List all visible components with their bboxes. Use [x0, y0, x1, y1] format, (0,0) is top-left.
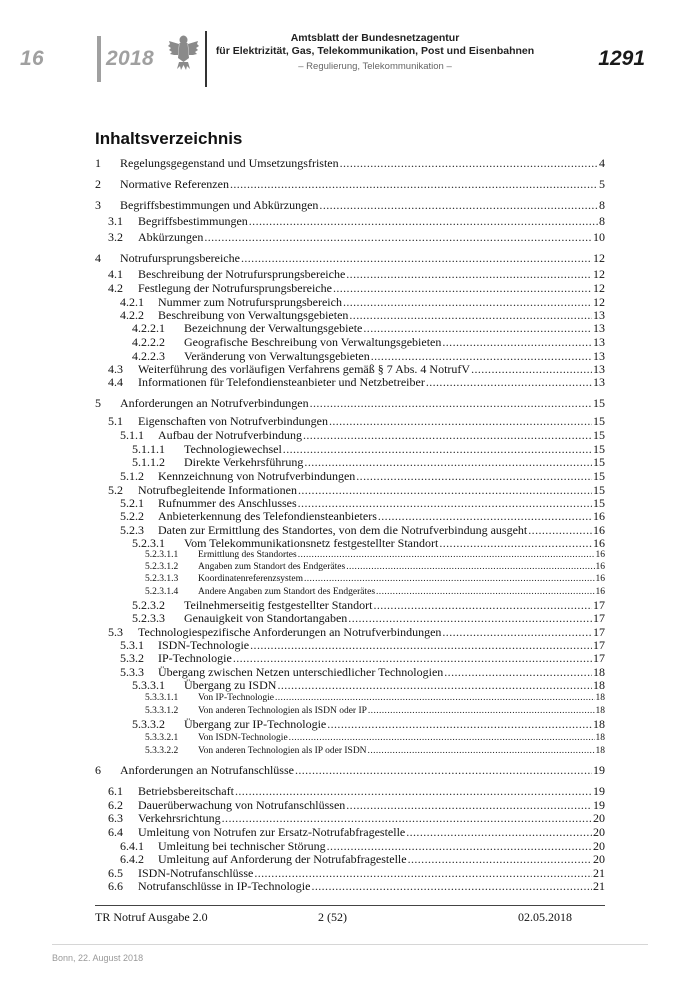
- toc-leader-dots: [373, 599, 592, 612]
- toc-entry-page: 15: [593, 496, 605, 510]
- toc-entry-number: 6.6: [108, 879, 123, 893]
- toc-entry-number: 5.2.3.1.1: [145, 550, 179, 560]
- toc-entry-page: 15: [593, 483, 605, 497]
- toc-leader-dots: [471, 363, 592, 376]
- toc-entry: [132, 322, 605, 335]
- toc-entry-page: 5: [599, 177, 605, 191]
- toc-entry-title: Genauigkeit von Standortangaben: [184, 611, 348, 625]
- toc-entry-number: 5.2.3.2: [132, 598, 165, 612]
- toc-entry-number: 5.2.3.1: [132, 536, 165, 550]
- toc-entry-page: 20: [593, 825, 605, 839]
- toc-entry-title: ISDN-Technologie: [158, 638, 250, 652]
- toc-entry: [108, 282, 605, 295]
- toc-entry-number: 5.1.1.1: [132, 442, 165, 456]
- toc-entry-number: 5.2.3.1.3: [145, 574, 179, 584]
- toc-entry-title: Geografische Beschreibung von Verwaltungsgebieten: [184, 335, 442, 349]
- toc-entry-title: Betriebsbereitschaft: [138, 784, 234, 798]
- toc-entry-page: 10: [593, 230, 605, 244]
- toc-entry-title: Koordinatenreferenzsystem: [198, 574, 303, 584]
- toc-entry-title: Daten zur Ermittlung des Standortes, von dem die Notrufverbindung ausgeht: [158, 523, 528, 537]
- toc-leader-dots: [346, 268, 592, 281]
- toc-entry-title: Ermittlung des Standortes: [198, 550, 297, 560]
- toc-entry-page: 12: [593, 295, 605, 309]
- toc-entry-number: 5.2.1: [120, 496, 144, 510]
- toc-leader-dots: [348, 612, 592, 625]
- toc-entry: [108, 376, 605, 389]
- toc-leader-dots: [222, 812, 592, 825]
- toc-entry-page: 19: [593, 798, 605, 812]
- toc-entry-number: 5.3.3.1: [132, 678, 165, 692]
- toc-entry-title: Nummer zum Notrufursprungsbereich: [158, 295, 342, 309]
- toc-entry-title: Bezeichnung der Verwaltungsgebiete: [184, 321, 363, 335]
- toc-entry-title: Beschreibung von Verwaltungsgebieten: [158, 308, 349, 322]
- toc-entry-number: 5.3.3.1.1: [145, 693, 179, 703]
- toc-entry: [120, 470, 605, 483]
- toc-entry-page: 17: [593, 651, 605, 665]
- toc-leader-dots: [319, 199, 598, 212]
- toc-leader-dots: [528, 524, 592, 537]
- toc-entry: [95, 252, 605, 265]
- toc-entry-title: Eigenschaften von Notrufverbindungen: [138, 414, 328, 428]
- toc-leader-dots: [333, 282, 592, 295]
- toc-entry-number: 6.4.2: [120, 852, 144, 866]
- footer-document-name: TR Notruf Ausgabe 2.0: [95, 910, 208, 924]
- toc-entry-title: Übergang zwischen Netzen unterschiedlicher Technologien: [158, 665, 444, 679]
- toc-entry-number: 5.2.3.1.4: [145, 587, 179, 597]
- toc-entry-number: 1: [95, 156, 101, 170]
- toc-entry-title: Technologiewechsel: [184, 442, 282, 456]
- toc-leader-dots: [277, 679, 592, 692]
- toc-entry-number: 5.1.1: [120, 428, 144, 442]
- toc-entry-title: Rufnummer des Anschlusses: [158, 496, 297, 510]
- toc-entry-page: 8: [599, 198, 605, 212]
- toc-entry-page: 12: [593, 251, 605, 265]
- toc-entry-page: 12: [593, 267, 605, 281]
- toc-entry-page: 16: [595, 550, 605, 560]
- toc-entry-number: 5.2.3.1.2: [145, 562, 179, 572]
- toc-leader-dots: [346, 799, 592, 812]
- toc-entry-number: 6.4.1: [120, 839, 144, 853]
- toc-entry-title: Anforderungen an Notrufverbindungen: [120, 396, 309, 410]
- toc-entry-title: Von anderen Technologien als IP oder ISDN: [198, 746, 367, 756]
- toc-entry-page: 13: [593, 349, 605, 363]
- issue-year: 2018: [106, 47, 154, 70]
- toc-entry-title: Begriffsbestimmungen: [138, 214, 248, 228]
- toc-entry: [132, 679, 605, 692]
- toc-entry-page: 15: [593, 414, 605, 428]
- toc-entry-title: Vom Telekommunikationsnetz festgestellter Standort: [184, 536, 439, 550]
- footer-page-count: 2 (52): [318, 910, 347, 924]
- toc-entry-number: 4.1: [108, 267, 123, 281]
- toc-entry-number: 4.2.1: [120, 295, 144, 309]
- toc-entry-page: 16: [595, 587, 605, 597]
- toc-entry-page: 17: [593, 611, 605, 625]
- toc-entry-number: 5.3.3.2: [132, 717, 165, 731]
- toc-entry: [145, 573, 605, 586]
- toc-entry-title: Begriffsbestimmungen und Abkürzungen: [120, 198, 319, 212]
- toc-entry-number: 3.2: [108, 230, 123, 244]
- toc-entry-number: 5.3: [108, 625, 123, 639]
- toc-leader-dots: [233, 652, 592, 665]
- toc-entry: [95, 764, 605, 777]
- toc-entry: [95, 397, 605, 410]
- toc-entry-number: 3.1: [108, 214, 123, 228]
- header-divider: [97, 36, 101, 82]
- toc-entry: [145, 732, 605, 745]
- toc-leader-dots: [250, 639, 592, 652]
- toc-entry: [95, 157, 605, 170]
- toc-entry-title: Von ISDN-Technologie: [198, 733, 288, 743]
- toc-entry-page: 8: [599, 214, 605, 228]
- toc-leader-dots: [343, 296, 592, 309]
- toc-leader-dots: [340, 157, 598, 170]
- toc-entry-page: 16: [593, 536, 605, 550]
- toc-leader-dots: [368, 745, 595, 758]
- toc-entry-page: 18: [593, 665, 605, 679]
- toc-entry-number: 6.1: [108, 784, 123, 798]
- toc-entry-title: Notrufbegleitende Informationen: [138, 483, 297, 497]
- federal-eagle-icon: [167, 31, 200, 73]
- toc-entry-number: 4.2.2: [120, 308, 144, 322]
- toc-entry-title: Dauerüberwachung von Notrufanschlüssen: [138, 798, 346, 812]
- toc-entry-page: 16: [593, 509, 605, 523]
- toc-entry-number: 4.3: [108, 362, 123, 376]
- toc-entry-page: 21: [593, 866, 605, 880]
- toc-entry-number: 6: [95, 763, 101, 777]
- toc-leader-dots: [349, 309, 592, 322]
- toc-entry-number: 5.2: [108, 483, 123, 497]
- toc-entry: [120, 429, 605, 442]
- toc-leader-dots: [311, 880, 592, 893]
- toc-entry-page: 13: [593, 321, 605, 335]
- toc-leader-dots: [295, 764, 592, 777]
- toc-entry-number: 5.2.3: [120, 523, 144, 537]
- toc-leader-dots: [235, 785, 592, 798]
- bottom-divider: [52, 944, 648, 945]
- toc-entry-number: 4.2: [108, 281, 123, 295]
- toc-entry: [108, 785, 605, 798]
- toc-entry-page: 17: [593, 598, 605, 612]
- toc-leader-dots: [304, 456, 592, 469]
- toc-entry-title: Notrufanschlüsse in IP-Technologie: [138, 879, 311, 893]
- toc-entry-title: Anbieterkennung des Telefondiensteanbieters: [158, 509, 377, 523]
- toc-leader-dots: [442, 626, 592, 639]
- toc-entry-page: 18: [593, 678, 605, 692]
- toc-entry: [108, 812, 605, 825]
- toc-entry-number: 3: [95, 198, 101, 212]
- toc-entry-page: 15: [593, 442, 605, 456]
- toc-entry-page: 18: [595, 733, 605, 743]
- toc-entry-number: 5.3.3.2.2: [145, 746, 179, 756]
- toc-leader-dots: [327, 718, 592, 731]
- toc-entry-number: 4.4: [108, 375, 123, 389]
- toc-entry-title: IP-Technologie: [158, 651, 232, 665]
- toc-entry-page: 17: [593, 625, 605, 639]
- toc-entry-page: 18: [595, 706, 605, 716]
- toc-entry: [132, 718, 605, 731]
- toc-leader-dots: [368, 705, 595, 718]
- toc-entry-number: 5: [95, 396, 101, 410]
- toc-leader-dots: [444, 666, 592, 679]
- toc-entry-page: 15: [593, 396, 605, 410]
- toc-entry-number: 4: [95, 251, 101, 265]
- toc-entry-number: 5.3.1: [120, 638, 144, 652]
- toc-entry: [120, 510, 605, 523]
- toc-entry: [145, 745, 605, 758]
- toc-leader-dots: [329, 415, 592, 428]
- toc-leader-dots: [303, 429, 592, 442]
- toc-entry-number: 5.3.3: [120, 665, 144, 679]
- toc-entry: [108, 826, 605, 839]
- toc-entry-number: 2: [95, 177, 101, 191]
- gazette-title-line-1: Amtsblatt der Bundesnetzagentur: [290, 32, 460, 44]
- toc-entry-title: Andere Angaben zum Standort des Endgerätes: [198, 587, 376, 597]
- toc-entry-page: 15: [593, 428, 605, 442]
- toc-entry-number: 5.1.2: [120, 469, 144, 483]
- toc-entry-number: 5.3.3.2.1: [145, 733, 179, 743]
- toc-entry-number: 6.5: [108, 866, 123, 880]
- toc-entry-title: Umleitung von Notrufen zur Ersatz-Notrufabfragestelle: [138, 825, 406, 839]
- toc-entry-page: 21: [593, 879, 605, 893]
- toc-entry: [145, 692, 605, 705]
- toc-entry-page: 17: [593, 638, 605, 652]
- toc-entry-page: 20: [593, 811, 605, 825]
- toc-entry-title: Festlegung der Notrufursprungsbereiche: [138, 281, 332, 295]
- toc-entry-title: Notrufursprungsbereiche: [120, 251, 240, 265]
- toc-leader-dots: [408, 853, 592, 866]
- toc-leader-dots: [298, 484, 592, 497]
- toc-heading: Inhaltsverzeichnis: [95, 129, 243, 148]
- toc-leader-dots: [304, 573, 595, 586]
- gazette-subtitle: – Regulierung, Telekommunikation –: [298, 61, 452, 72]
- toc-entry-page: 20: [593, 839, 605, 853]
- toc-entry-number: 4.2.2.3: [132, 349, 165, 363]
- toc-entry-page: 20: [593, 852, 605, 866]
- toc-entry-title: Übergang zur IP-Technologie: [184, 717, 327, 731]
- toc-entry: [95, 199, 605, 212]
- toc-entry-title: Informationen für Telefondiensteanbieter und Netzbetreiber: [138, 375, 425, 389]
- footer-date: 02.05.2018: [518, 910, 572, 924]
- toc-leader-dots: [378, 510, 592, 523]
- toc-entry-number: 4.2.2.1: [132, 321, 165, 335]
- toc-entry-title: Übergang zu ISDN: [184, 678, 277, 692]
- toc-entry-title: Teilnehmerseitig festgestellter Standort: [184, 598, 373, 612]
- toc-entry-number: 5.2.2: [120, 509, 144, 523]
- toc-entry-title: Umleitung auf Anforderung der Notrufabfragestelle: [158, 852, 407, 866]
- gazette-title-line-2: für Elektrizität, Gas, Telekommunikation, Post und Eisenbahnen: [215, 45, 535, 57]
- toc-entry-title: Technologiespezifische Anforderungen an Notrufverbindungen: [138, 625, 442, 639]
- toc-entry-title: Anforderungen an Notrufanschlüsse: [120, 763, 294, 777]
- issue-number: 16: [20, 47, 44, 70]
- toc-leader-dots: [275, 692, 595, 705]
- toc-leader-dots: [283, 443, 592, 456]
- toc-entry-number: 5.3.3.1.2: [145, 706, 179, 716]
- gazette-page-number: 1291: [598, 47, 645, 70]
- toc-entry-title: Angaben zum Standort des Endgerätes: [198, 562, 346, 572]
- toc-entry-title: Regelungsgegenstand und Umsetzungsfristen: [120, 156, 339, 170]
- toc-entry: [108, 268, 605, 281]
- toc-entry-title: ISDN-Notrufanschlüsse: [138, 866, 254, 880]
- toc-entry-number: 4.2.2.2: [132, 335, 165, 349]
- toc-entry-page: 18: [595, 746, 605, 756]
- toc-entry: [108, 415, 605, 428]
- toc-leader-dots: [376, 586, 594, 599]
- toc-entry-page: 16: [593, 523, 605, 537]
- toc-entry-page: 13: [593, 335, 605, 349]
- toc-leader-dots: [363, 322, 592, 335]
- toc-entry-number: 5.1.1.2: [132, 455, 165, 469]
- toc-leader-dots: [442, 336, 592, 349]
- toc-entry-title: Von IP-Technologie: [198, 693, 274, 703]
- toc-leader-dots: [230, 178, 598, 191]
- toc-entry: [95, 178, 605, 191]
- toc-entry: [132, 456, 605, 469]
- toc-entry-page: 16: [595, 574, 605, 584]
- toc-entry: [132, 612, 605, 625]
- toc-entry-title: Veränderung von Verwaltungsgebieten: [184, 349, 370, 363]
- toc-entry-page: 18: [595, 693, 605, 703]
- toc-entry-page: 13: [593, 308, 605, 322]
- toc-entry-number: 5.3.2: [120, 651, 144, 665]
- toc-leader-dots: [249, 215, 598, 228]
- toc-entry-title: Beschreibung der Notrufursprungsbereiche: [138, 267, 346, 281]
- toc-entry: [108, 231, 605, 244]
- header-vertical-rule: [205, 31, 207, 87]
- toc-entry-page: 13: [593, 375, 605, 389]
- toc-leader-dots: [241, 252, 592, 265]
- toc-entry-title: Von anderen Technologien als ISDN oder IP: [198, 706, 367, 716]
- toc-entry: [120, 652, 605, 665]
- toc-entry-title: Direkte Verkehrsführung: [184, 455, 304, 469]
- toc-leader-dots: [426, 376, 592, 389]
- toc-leader-dots: [204, 231, 592, 244]
- toc-entry-page: 16: [595, 562, 605, 572]
- toc-entry-title: Abkürzungen: [138, 230, 204, 244]
- publication-place-date: Bonn, 22. August 2018: [52, 953, 144, 963]
- footer-rule: [95, 905, 605, 906]
- gazette-title: [210, 32, 540, 58]
- toc-entry-page: 13: [593, 362, 605, 376]
- toc-leader-dots: [289, 732, 595, 745]
- toc-entry-page: 12: [593, 281, 605, 295]
- toc-entry: [120, 853, 605, 866]
- toc-entry-page: 15: [593, 469, 605, 483]
- toc-entry-page: 19: [593, 784, 605, 798]
- toc-entry-page: 19: [593, 763, 605, 777]
- toc-entry-page: 4: [599, 156, 605, 170]
- toc-entry: [108, 215, 605, 228]
- toc-leader-dots: [310, 397, 592, 410]
- toc-entry-title: Normative Referenzen: [120, 177, 229, 191]
- toc-entry-number: 6.4: [108, 825, 123, 839]
- toc-entry-number: 5.2.3.3: [132, 611, 165, 625]
- toc-entry: [108, 880, 605, 893]
- toc-entry-number: 6.2: [108, 798, 123, 812]
- toc-entry-title: Kennzeichnung von Notrufverbindungen: [158, 469, 356, 483]
- toc-entry-page: 15: [593, 455, 605, 469]
- toc-entry-page: 18: [593, 717, 605, 731]
- toc-entry-title: Weiterführung des vorläufigen Verfahrens gemäß § 7 Abs. 4 NotrufV: [138, 362, 471, 376]
- toc-entry-title: Aufbau der Notrufverbindung: [158, 428, 302, 442]
- toc-entry-title: Umleitung bei technischer Störung: [158, 839, 326, 853]
- toc-entry: [132, 336, 605, 349]
- toc-entry-number: 6.3: [108, 811, 123, 825]
- toc-entry-number: 5.1: [108, 414, 123, 428]
- toc-entry-title: Verkehrsrichtung: [138, 811, 221, 825]
- toc-leader-dots: [356, 470, 592, 483]
- toc-leader-dots: [406, 826, 592, 839]
